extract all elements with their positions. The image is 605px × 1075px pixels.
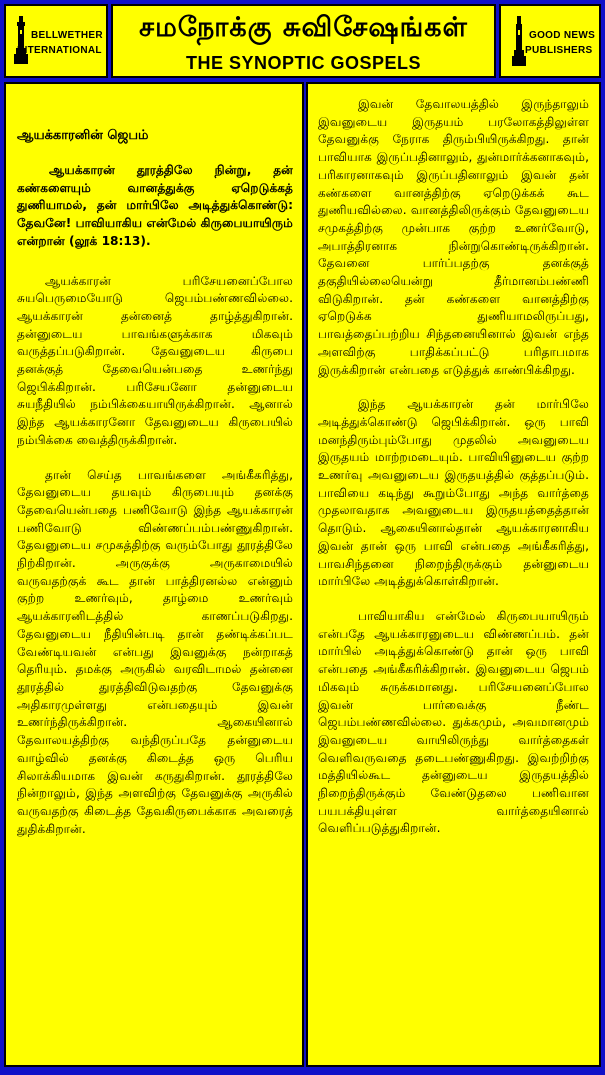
section-heading: ஆயக்காரனின் ஜெபம் [17,128,149,143]
logo-left-line2: INTERNATIONAL [17,45,102,56]
title-banner [111,4,496,78]
logo-right-line1: GOOD NEWS [529,30,596,41]
body-paragraph: இந்த ஆயக்காரன் தன் மார்பிலே அடித்துக்கொண்டு ஜெபிக்கிறான். ஒரு பாவி மனந்திரும்பும்போது முதலில் அவனுடைய இருதயம் மாற்றமடையும். பாவியினுடைய குற்ற உணர்வு அவனுடைய இருதயத்தில் குத்தப்படும். பாவியை கடிந்து கூறும்போது அந்த வார்த்தை முதலாவதாக அவனுடைய இருதயத்தைத்தான் தொடும். ஆகையினால்தான் ஆயக்காரனாகிய இவன் தான் ஒரு பாவி என்பதை அங்கீகரித்து, பாவசிந்தனை நிறைந்திருக்கும் தன்னுடைய மார்பிலே அடித்துக்கொள்கிறான். [318,397,589,589]
logo-left-line1: BELLWETHER [31,30,103,41]
publisher-logo-left [4,4,108,78]
page-header [4,4,601,78]
publisher-logo-right [499,4,601,78]
tower-icon [511,16,527,66]
body-paragraph: ஆயக்காரன் பரிசேயனைப்போல சுயபெருமையோடு ஜெபம்பண்ணவில்லை. ஆயக்காரன் தன்னைத் தாழ்த்துகிறான். தன்னுடைய பாவங்களுக்காக மிகவும் வருத்தப்படுகிறான். தேவனுடைய கிருபை தனக்குத் தேவையென்பதை உணர்ந்து ஜெபிக்கிறான். பரிசேயனோ தன்னுடைய சுயநீதியில் நம்பிக்கையாயிருக்கிறான். ஆனால் இந்த ஆயக்காரனோ தேவனுடைய கிருபையில் நம்பிக்கை வைத்திருக்கிறான். [17,273,293,447]
title-tamil: சமநோக்கு சுவிசேஷங்கள் [139,12,468,43]
body-paragraph: பாவியாகிய என்மேல் கிருபையாயிரும் என்பதே ஆயக்காரனுடைய விண்ணப்பம். தன் மார்பில் அடித்துக்கொண்டு தான் ஒரு பாவி என்பதை அங்கீகரிக்கிறான். இவனுடைய ஜெபம் மிகவும் சுருக்கமானது. பரிசேயனைப்போல இவன் பார்வைக்கு நீண்ட ஜெபம்பண்ணவில்லை. துக்கமும், அவமானமும் இவனுடைய வாயிலிருந்து வார்த்தைகள் வெளிவருவதை தடைபண்ணுகிறது. இவற்றிற்கு மத்தியில்கூட தன்னுடைய இருதயத்தில் நிறைந்திருக்கும் வேண்டுதலை பணிவான பயபக்தியுள்ள வார்த்தையினால் வெளிப்படுத்துகிறான். [318,608,589,836]
title-english: THE SYNOPTIC GOSPELS [185,53,422,73]
logo-right-line2: PUBLISHERS [525,45,593,56]
right-column [306,82,601,1067]
scripture-verse: ஆயக்காரன் தூரத்திலே நின்று, தன் கண்களையும் வானத்துக்கு ஏறெடுக்கத் துணியாமல், தன் மார்பிலே அடித்துக்கொண்டு: தேவனே! பாவியாகிய என்மேல் கிருபையாயிரும் என்றான் (லூக் 18:13). [17,163,293,248]
body-paragraph: தான் செய்த பாவங்களை அங்கீகரித்து, தேவனுடைய தயவும் கிருபையும் தனக்கு தேவையென்பதை பணிவோடு இந்த ஆயக்காரன் பணிவோடு விண்ணப்பம்பண்ணுகிறான். தேவனுடைய சமுகத்திற்கு வரும்போது தூரத்திலே நிற்கிறான். அருகுக்கு அருகாமையில் வருவதற்குக் கூட தான் பாத்திரனல்ல என்னும் குற்ற உணர்வும், தாழ்மை உணர்வும் ஆயக்காரனிடத்தில் காணப்படுகிறது. தேவனுடைய நீதியின்படி தான் தண்டிக்கப்பட வேண்டியவன் என்பது இவனுக்கு நன்றாகத் தெரியும். தமக்கு அருகில் வரவிடாமல் தன்னை தூரத்தில் துரத்திவிடுவதற்கு தேவனுக்கு அதிகாரமுள்ளது என்பதையும் இவன் உணர்ந்திருக்கிறான். ஆகையினால் தேவாலயத்திற்கு வந்திருப்பதே தன்னுடைய வாழ்வில் தனக்கு கிடைத்த ஒரு பெரிய சிலாக்கியமாக இவன் கருதுகிறான். தூரத்திலே நின்றாலும், இந்த அளவிற்கு தேவனுக்கு அருகில் வருவதற்கு கிடைத்த தேவகிருபைக்காக அவரைத் துதிக்கிறான். [17,467,293,836]
left-column [4,82,304,1067]
body-paragraph: இவன் தேவாலயத்தில் இருந்தாலும் இவனுடைய இருதயம் பரலோகத்திலுள்ள தேவனுக்கு நேராக திரும்பியிருக்கிறது. தான் பாவியாக இருப்பதினாலும், துன்மார்க்கனாகவும், பரிகாரனாகவும் இருப்பதினாலும் இவன் தன் கண்களை வானத்திற்கு ஏறெடுக்கக் கூட துணியவில்லை. வானத்திலிருக்கும் தேவனுடைய சமுகத்திற்கு முன்பாக குற்ற உணர்வோடு, அபாத்திரனாக நின்றுகொண்டிருக்கிறான். தேவனை பார்ப்பதற்கு தனக்குத் தகுதியில்லையென்று தீர்மானம்பண்ணி விடுகிறான். தன் கண்களை வானத்திற்கு ஏறெடுக்க துணியாமலிருப்பது, பாவத்தைப்பற்றிய சிந்தனையினால் இவன் எந்த அளவிற்கு பாதிக்கப்பட்டு பரிதாபமாக இருக்கிறான் என்பதை எடுத்துக் காண்பிக்கிறது. [318,97,589,377]
